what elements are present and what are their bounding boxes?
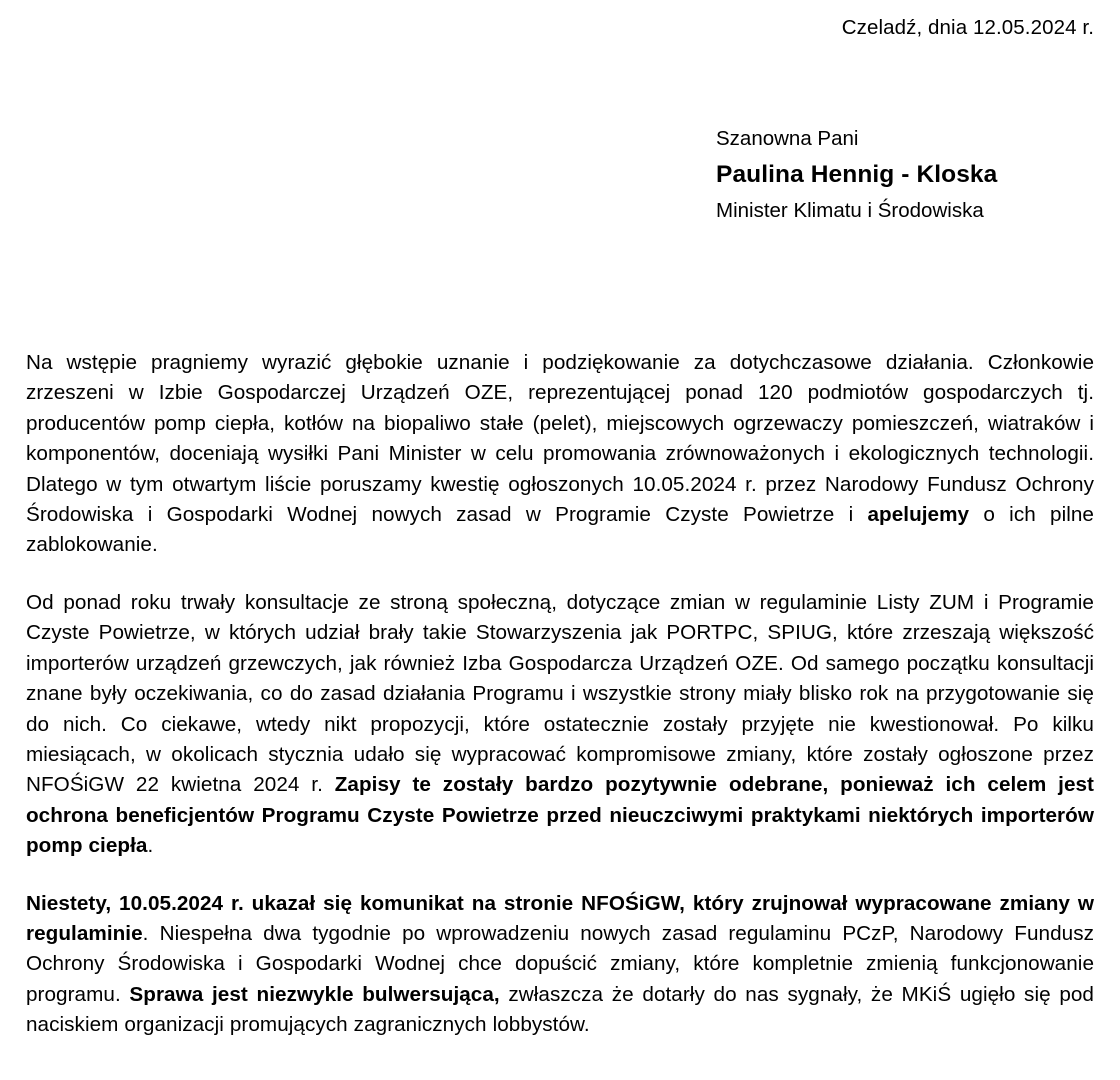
emphasized-text: apelujemy (867, 502, 970, 526)
paragraph-3 (26, 889, 1094, 1041)
body-text: . Niespełna dwa tygodnie po wprowadzeniu nowych zasad regulaminu PCzP, Narodowy Fundusz Ochrony Środowiska i Gospodarki Wodnej chce dopuścić zmiany, które kompletnie zmienią funkcjonowanie programu. (26, 922, 1094, 1006)
body-text: . (147, 834, 154, 858)
body-text: o ich pilne zablokowanie. (26, 502, 1094, 557)
emphasized-text: Zapisy te zostały bardzo pozytywnie odebrane, ponieważ ich celem jest ochrona beneficjentów Programu Czyste Powietrze przed nieuczciwymi praktykami niektórych importerów pomp ciepła (26, 773, 1094, 858)
paragraph-2 (26, 588, 1094, 862)
document-body (26, 348, 1094, 1041)
body-text: Od ponad roku trwały konsultacje ze stroną społeczną, dotyczące zmian w regulaminie Listy ZUM i Programie Czyste Powietrze, w których udział brały takie Stowarzyszenia jak PORTPC, SPIUG, które zrzeszają większość importerów urządzeń grzewczych, jak również Izba Gospodarcza Urządzeń OZE. Od samego początku konsultacji znane były oczekiwania, co do zasad działania Programu i wszystkie strony miały blisko rok na przygotowanie się do nich. Co ciekawe, wtedy nikt propozycji, które ostatecznie zostały przyjęte nie kwestionował. Po kilku miesiącach, w okolicach stycznia udało się wypracować kompromisowe zmiany, które zostały ogłoszone przez NFOŚiGW 22 kwietna 2024 r. (26, 590, 1094, 797)
paragraph-1 (26, 348, 1094, 561)
document-date: Czeladź, dnia 12.05.2024 r. (841, 16, 1094, 39)
body-text: Na wstępie pragniemy wyrazić głębokie uznanie i podziękowanie za dotychczasowe działania. Członkowie zrzeszeni w Izbie Gospodarczej Urządzeń OZE, reprezentującej ponad 120 podmiotów gospodarczych tj. producentów pomp ciepła, kotłów na biopaliwo stałe (pelet), miejscowych ogrzewaczy pomieszczeń, wiatraków i komponentów, doceniają wysiłki Pani Minister w celu promowania zrównoważonych i ekologicznych technologii. Dlatego w tym otwartym liście poruszamy kwestię ogłoszonych 10.05.2024 r. przez Narodowy Fundusz Ochrony Środowiska i Gospodarki Wodnej nowych zasad w Programie Czyste Powietrze i (26, 350, 1094, 526)
emphasized-text: Niestety, 10.05.2024 r. ukazał się komunikat na stronie NFOŚiGW, który zrujnował wypracowane zmiany w regulaminie (26, 891, 1094, 946)
addressee-block (716, 124, 1094, 226)
addressee-salutation: Szanowna Pani (716, 126, 859, 150)
addressee-title: Minister Klimatu i Środowiska (716, 199, 984, 223)
addressee-name: Paulina Hennig - Kloska (716, 161, 998, 189)
body-text: zwłaszcza że dotarły do nas sygnały, że MKiŚ ugięło się pod naciskiem organizacji promujących zagranicznych lobbystów. (26, 982, 1094, 1037)
emphasized-text: Sprawa jest niezwykle bulwersująca, (129, 982, 500, 1006)
